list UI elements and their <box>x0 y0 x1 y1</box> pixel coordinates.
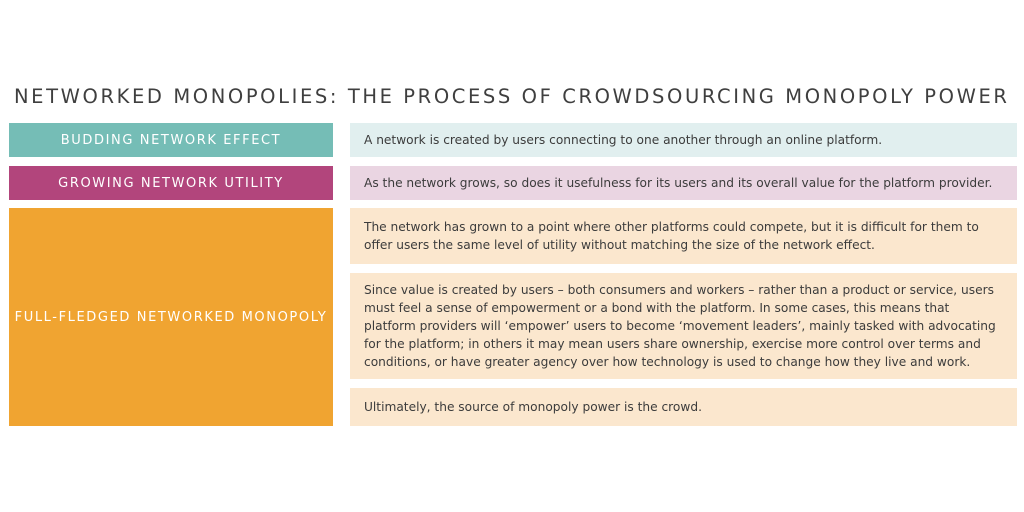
stage-label-growing-network-utility: GROWING NETWORK UTILITY <box>9 166 333 200</box>
stage-description-budding-network-effect: A network is created by users connecting to one another through an online platform. <box>350 123 1017 157</box>
stage-description-growing-network-utility: As the network grows, so does it usefulness for its users and its overall value for the platform provider. <box>350 166 1017 200</box>
stage-label-budding-network-effect: BUDDING NETWORK EFFECT <box>9 123 333 157</box>
stage-description-empowerment: Since value is created by users – both consumers and workers – rather than a product or service, users must feel a sense of empowerment or a bond with the platform. In some cases, this means that platform providers will ‘empower’ users to become ‘movement leaders’, mainly tasked with advocating for the platform; in others it may mean users share ownership, exercise more control over terms and conditions, or have greater agency over how technology is used to change how they live and work. <box>350 273 1017 379</box>
diagram-title: NETWORKED MONOPOLIES: THE PROCESS OF CROWDSOURCING MONOPOLY POWER <box>14 85 1010 108</box>
stage-description-crowd-power: Ultimately, the source of monopoly power is the crowd. <box>350 388 1017 426</box>
stage-label-full-fledged-networked-monopoly: FULL-FLEDGED NETWORKED MONOPOLY <box>9 208 333 426</box>
stage-description-competition: The network has grown to a point where other platforms could compete, but it is difficult for them to offer users the same level of utility without matching the size of the network effect. <box>350 208 1017 264</box>
